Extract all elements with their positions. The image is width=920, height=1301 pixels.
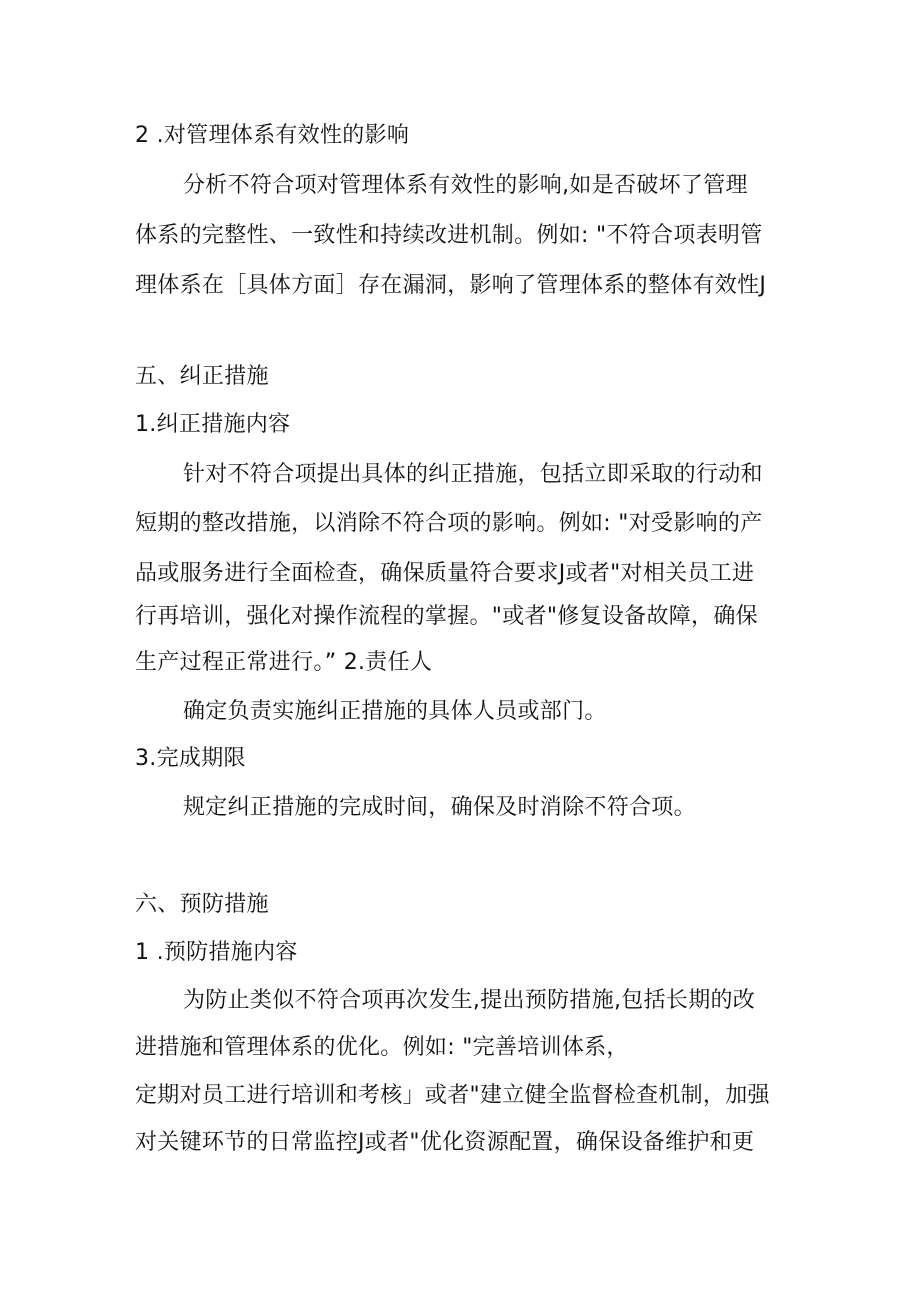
paragraph-line: 理体系在［具体方面］存在漏洞，影响了管理体系的整体有效性J — [135, 273, 767, 298]
section-5-item-1-heading: 1.纠正措施内容 — [135, 412, 291, 437]
section-6-heading: 六、预防措施 — [135, 892, 269, 917]
section-5-item-3-heading: 3.完成期限 — [135, 746, 246, 771]
paragraph-line: 分析不符合项对管理体系有效性的影响,如是否破坏了管理 — [183, 173, 748, 198]
paragraph-line: 定期对员工进行培训和考核」或者"建立健全监督检查机制，加强 — [135, 1083, 770, 1108]
paragraph-line: 针对不符合项提出具体的纠正措施，包括立即采取的行动和 — [183, 462, 763, 487]
paragraph-line: 确定负责实施纠正措施的具体人员或部门。 — [183, 699, 607, 724]
section-5-heading: 五、纠正措施 — [135, 364, 269, 389]
paragraph-line: 行再培训，强化对操作流程的掌握。"或者"修复设备故障，确保 — [135, 604, 758, 629]
paragraph-line: 体系的完整性、一致性和持续改进机制。例如: "不符合项表明管 — [135, 223, 763, 248]
paragraph-line: 对关键环节的日常监控J或者"优化资源配置，确保设备维护和更 — [135, 1130, 755, 1155]
paragraph-line: 进措施和管理体系的优化。例如: "完善培训体系， — [135, 1035, 629, 1060]
paragraph-line: 生产过程正常进行。” 2.责任人 — [135, 650, 433, 675]
section-6-item-1-heading: 1 .预防措施内容 — [135, 940, 298, 965]
paragraph-line: 为防止类似不符合项再次发生,提出预防措施,包括长期的改 — [183, 988, 756, 1013]
paragraph-line: 规定纠正措施的完成时间，确保及时消除不符合项。 — [183, 795, 696, 820]
section-4-item-2-heading: 2 .对管理体系有效性的影响 — [135, 123, 410, 148]
paragraph-line: 品或服务进行全面检查，确保质量符合要求J或者"对相关员工进 — [135, 561, 755, 586]
paragraph-line: 短期的整改措施，以消除不符合项的影响。例如: "对受影响的产 — [135, 511, 763, 536]
